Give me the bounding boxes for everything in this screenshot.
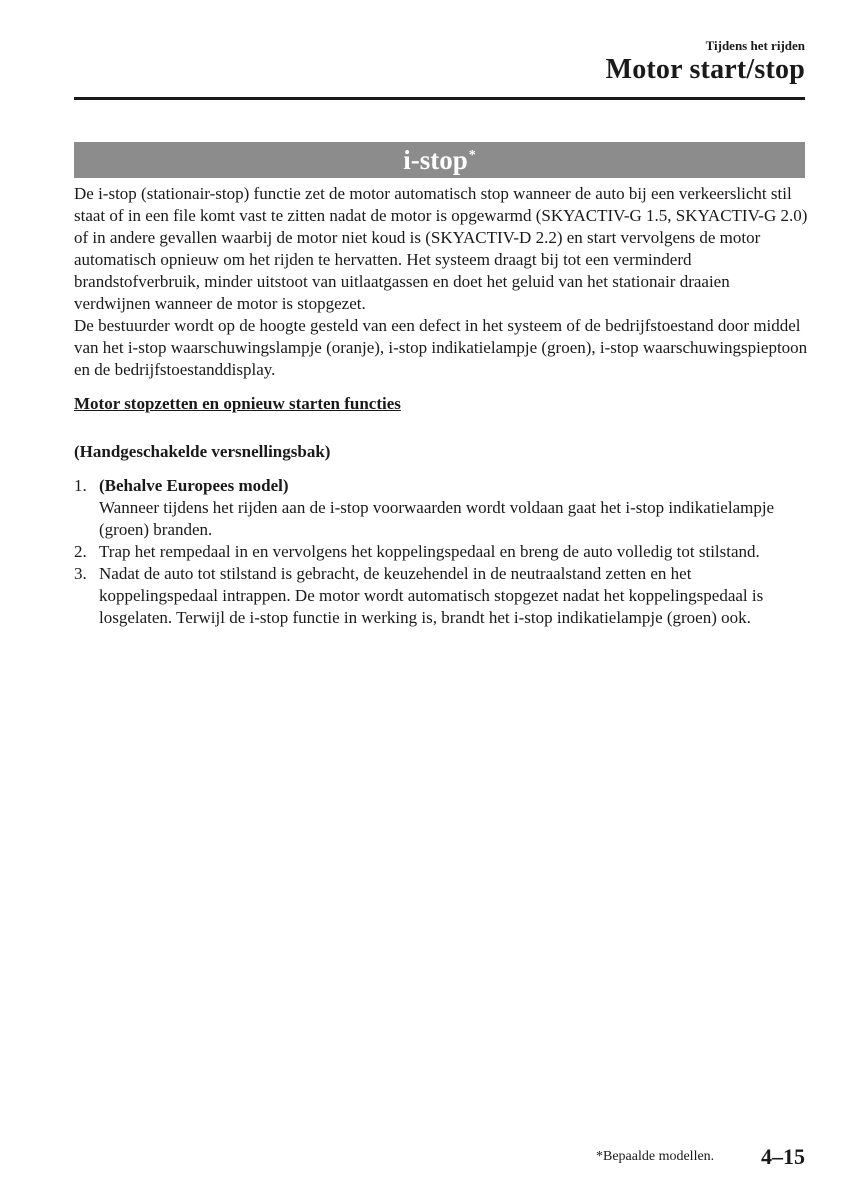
chapter-title: Motor start/stop — [605, 54, 805, 85]
body-content — [74, 183, 809, 629]
page-number: 4–15 — [761, 1144, 805, 1169]
step-title: (Behalve Europees model) — [99, 476, 289, 495]
step-text: Trap het rempedaal in en vervolgens het koppelingspedaal en breng de auto volledig tot stilstand. — [99, 542, 760, 561]
subheading: Motor stopzetten en opnieuw starten functies — [74, 394, 401, 413]
list-item — [74, 541, 809, 563]
intro-paragraph: De i-stop (stationair-stop) functie zet de motor automatisch stop wanneer de auto bij een verkeerslicht stil staat of in een file komt vast te zitten nadat de motor is opgewarmd (SKYACTIV-G 1.5, SKYACTIV-G 2.0) of in andere gevallen waarbij de motor niet koud is (SKYACTIV-D 2.2) en start vervolgens de motor automatisch opnieuw om het rijden te hervatten. Het systeem draagt bij tot een verminderd brandstofverbruik, minder uitstoot van uitlaatgassen en doet het geluid van het stationair draaien verdwijnen wanneer de motor is stopgezet. — [74, 184, 808, 313]
step-number: 3. — [74, 564, 87, 583]
list-item — [74, 563, 809, 629]
header-rule — [74, 97, 805, 100]
intro-paragraph: De bestuurder wordt op de hoogte gesteld van een defect in het systeem of de bedrijfstoestand door middel van het i-stop waarschuwingslampje (oranje), i-stop indikatielampje (groen), i-stop waarschuwingspieptoon en de bedrijfstoestanddisplay. — [74, 316, 808, 379]
step-number: 1. — [74, 476, 87, 495]
footnote-mark: * — [468, 148, 476, 163]
section-title — [403, 142, 476, 178]
steps-list — [74, 475, 809, 629]
step-number: 2. — [74, 542, 87, 561]
footer-note: *Bepaalde modellen. — [596, 1149, 715, 1164]
running-head: Tijdens het rijden — [705, 38, 805, 53]
list-item — [74, 475, 809, 541]
section-title-text: i-stop — [403, 145, 468, 175]
step-text: Wanneer tijdens het rijden aan de i-stop voorwaarden wordt voldaan gaat het i-stop indikatielampje (groen) branden. — [99, 498, 775, 539]
sub-subheading: (Handgeschakelde versnellingsbak) — [74, 442, 331, 461]
step-text: Nadat de auto tot stilstand is gebracht, de keuzehendel in de neutraalstand zetten en het koppelingspedaal intrappen. De motor wordt automatisch stopgezet nadat het koppelingspedaal is losgelaten. Terwijl de i-stop functie in werking is, brandt het i-stop indikatielampje (groen) ook. — [99, 564, 764, 627]
section-banner — [74, 142, 805, 178]
